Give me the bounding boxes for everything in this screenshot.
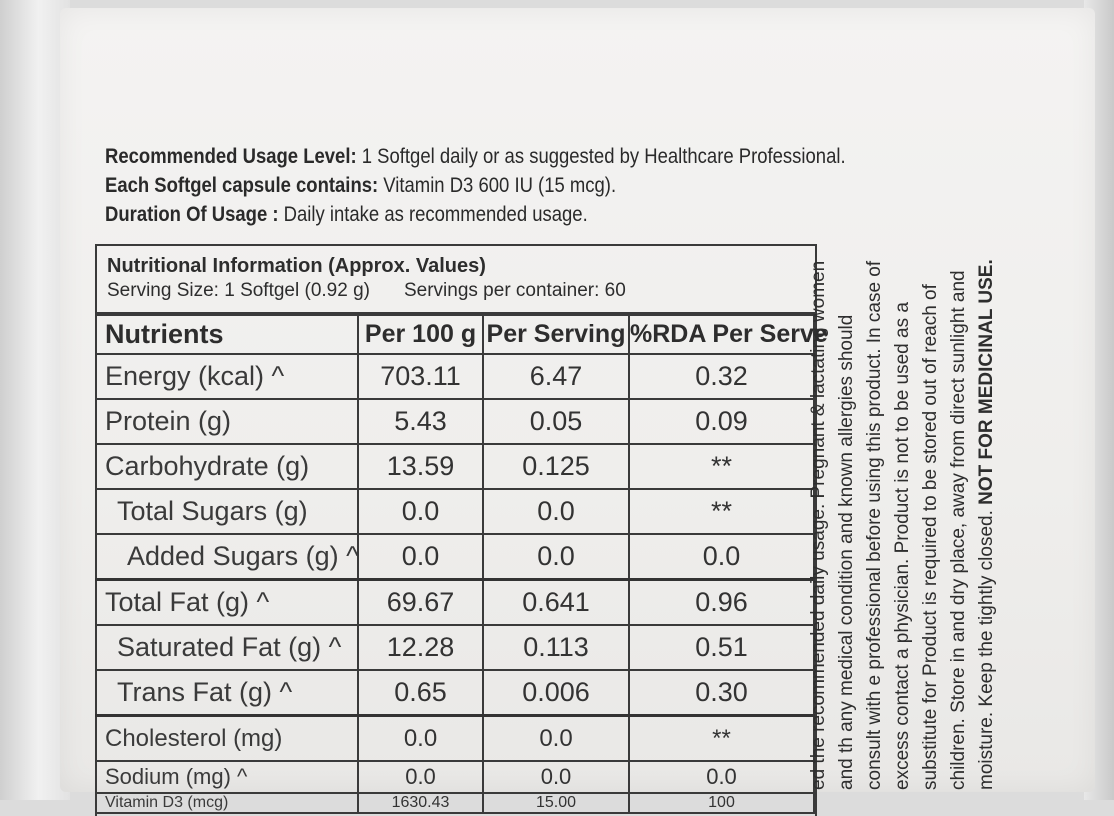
softgel-contains-line bbox=[105, 171, 915, 200]
nutrient-name: Cholesterol (mg) bbox=[96, 716, 358, 762]
rda-value: 0.32 bbox=[629, 354, 814, 399]
nutrient-name: Added Sugars (g) ^ bbox=[96, 534, 358, 580]
per-serving-value: 0.0 bbox=[483, 489, 629, 534]
rda-value: 0.30 bbox=[629, 670, 814, 716]
nutrition-header bbox=[97, 246, 815, 314]
rda-value: ** bbox=[629, 716, 814, 762]
rda-value: 0.51 bbox=[629, 625, 814, 670]
duration-line bbox=[105, 200, 915, 229]
table-row bbox=[96, 761, 814, 793]
per-serving-value: 6.47 bbox=[483, 354, 629, 399]
column-header: Per Serving bbox=[483, 315, 629, 354]
nutrient-name: Saturated Fat (g) ^ bbox=[96, 625, 358, 670]
nutrient-name: Total Sugars (g) bbox=[96, 489, 358, 534]
per-serving-value: 0.0 bbox=[483, 761, 629, 793]
per-serving-value: 15.00 bbox=[483, 793, 629, 813]
warning-body: ed the recommended daily usage. Pregnant & lactating women and th any medical condition and known allergies should consult with e professional before using this product. In case of excess contact a physician. Product is not to be used as a substitute for Product is required to be stored out of reach of children. Store in and dry place, away from direct sunlight and moisture. Keep the tightly closed. bbox=[808, 260, 997, 790]
column-header: Nutrients bbox=[96, 315, 358, 354]
per-serving-value: 0.125 bbox=[483, 444, 629, 489]
not-medicinal-notice: NOT FOR MEDICINAL USE. bbox=[976, 259, 997, 505]
serving-info bbox=[107, 278, 815, 304]
per-serving-value: 0.113 bbox=[483, 625, 629, 670]
per-100g-value: 0.0 bbox=[358, 761, 483, 793]
table-row bbox=[96, 444, 814, 489]
nutrient-name: Sodium (mg) ^ bbox=[96, 761, 358, 793]
rda-value: ** bbox=[629, 444, 814, 489]
nutrient-name: Total Fat (g) ^ bbox=[96, 580, 358, 626]
serving-size: Serving Size: 1 Softgel (0.92 g) bbox=[107, 280, 370, 301]
per-serving-value: 0.05 bbox=[483, 399, 629, 444]
table-header-row bbox=[96, 315, 814, 354]
table-row bbox=[96, 354, 814, 399]
nutrition-title: Nutritional Information (Approx. Values) bbox=[107, 255, 486, 277]
nutrition-table-box bbox=[95, 244, 828, 816]
per-serving-value: 0.0 bbox=[483, 716, 629, 762]
duration-label: Duration Of Usage : bbox=[105, 203, 279, 226]
table-row bbox=[96, 580, 814, 626]
per-100g-value: 12.28 bbox=[358, 625, 483, 670]
rda-value: 0.09 bbox=[629, 399, 814, 444]
table-row bbox=[96, 793, 814, 813]
per-100g-value: 0.0 bbox=[358, 716, 483, 762]
rda-value: 0.96 bbox=[629, 580, 814, 626]
softgel-contains-label: Each Softgel capsule contains: bbox=[105, 174, 379, 197]
usage-info bbox=[105, 142, 915, 229]
rda-value: 100 bbox=[629, 793, 814, 813]
table-row bbox=[96, 534, 814, 580]
per-serving-value: 0.006 bbox=[483, 670, 629, 716]
per-100g-value: 0.0 bbox=[358, 489, 483, 534]
per-serving-value: 0.641 bbox=[483, 580, 629, 626]
per-100g-value: 1630.43 bbox=[358, 793, 483, 813]
column-header: Per 100 g bbox=[358, 315, 483, 354]
table-row bbox=[96, 489, 814, 534]
nutrient-name: Vitamin D3 (mcg) bbox=[96, 793, 358, 813]
usage-level-value: 1 Softgel daily or as suggested by Healthcare Professional. bbox=[356, 145, 846, 168]
nutrient-name: Carbohydrate (g) bbox=[96, 444, 358, 489]
per-100g-value: 5.43 bbox=[358, 399, 483, 444]
warning-panel bbox=[805, 254, 1105, 794]
nutrient-name: Energy (kcal) ^ bbox=[96, 354, 358, 399]
per-100g-value: 0.0 bbox=[358, 534, 483, 580]
table-row bbox=[96, 670, 814, 716]
column-header: %RDA Per Serve bbox=[629, 315, 814, 354]
table-row bbox=[96, 399, 814, 444]
usage-level-label: Recommended Usage Level: bbox=[105, 145, 357, 168]
per-100g-value: 13.59 bbox=[358, 444, 483, 489]
warning-text bbox=[805, 254, 1105, 794]
per-100g-value: 703.11 bbox=[358, 354, 483, 399]
nutrition-table bbox=[95, 314, 828, 814]
rda-value: 0.0 bbox=[629, 761, 814, 793]
per-100g-value: 69.67 bbox=[358, 580, 483, 626]
table-row bbox=[96, 716, 814, 762]
servings-per-container: Servings per container: 60 bbox=[403, 280, 626, 301]
rda-value: 0.0 bbox=[629, 534, 814, 580]
nutrient-name: Protein (g) bbox=[96, 399, 358, 444]
usage-level-line bbox=[105, 142, 915, 171]
product-label bbox=[60, 8, 1095, 811]
table-row bbox=[96, 625, 814, 670]
softgel-contains-value: Vitamin D3 600 IU (15 mcg). bbox=[378, 174, 617, 197]
nutrient-name: Trans Fat (g) ^ bbox=[96, 670, 358, 716]
rda-value: ** bbox=[629, 489, 814, 534]
per-100g-value: 0.65 bbox=[358, 670, 483, 716]
duration-value: Daily intake as recommended usage. bbox=[278, 203, 588, 226]
per-serving-value: 0.0 bbox=[483, 534, 629, 580]
